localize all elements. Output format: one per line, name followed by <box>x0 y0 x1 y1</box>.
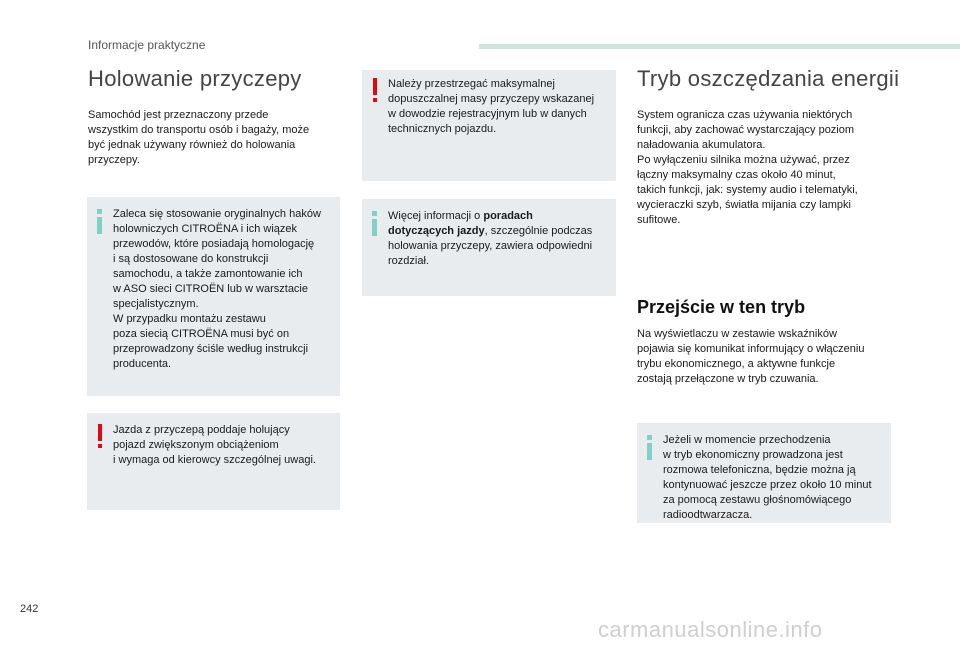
driving-advice-link: poradach dotyczących jazdy <box>388 210 533 237</box>
towing-title: Holowanie przyczepy <box>88 66 302 91</box>
phone-call-info-text: Jeżeli w momencie przechodzenia w tryb ekonomiczny prowadzona jest rozmowa telefoniczna, będzie można ją kontynuować jeszcze przez około 10 minut za pomocą zestawu głośnomówiącego radioodtwarzacza. <box>663 434 872 521</box>
page-number: 242 <box>20 603 39 615</box>
driving-info-box <box>362 199 616 296</box>
towing-intro: Samochód jest przeznaczony przede wszystkim do transportu osób i bagaży, może być jednak używany również do holowania przyczepy. <box>88 109 310 166</box>
header-bar <box>479 44 960 49</box>
info-icon <box>371 211 379 236</box>
warning-icon <box>95 424 105 450</box>
watermark: carmanualsonline.info <box>598 617 823 642</box>
driving-info-text <box>388 209 610 269</box>
towing-info-box <box>87 197 340 396</box>
driving-info-pre: Więcej informacji o <box>388 210 484 222</box>
towing-warning-box <box>87 413 340 510</box>
mode-switch-subtitle: Przejście w ten tryb <box>637 297 806 317</box>
phone-call-info-box <box>637 423 891 523</box>
driving-info-post: , szczególnie podczas holowania przyczepy, zawiera odpowiedni rozdział. <box>388 225 593 267</box>
mass-warning-text: Należy przestrzegać maksymalnej dopuszczalnej masy przyczepy wskazanej w dowodzie rejestracyjnym lub w danych technicznych pojazdu. <box>388 78 595 135</box>
towing-warning-text: Jazda z przyczepą poddaje holujący pojazd zwiększonym obciążeniom i wymaga od kierowcy szczególnej uwagi. <box>113 424 316 466</box>
section-header: Informacje praktyczne <box>88 38 206 52</box>
mode-switch-text: Na wyświetlaczu w zestawie wskaźników pojawia się komunikat informujący o włączeniu trybu ekonomicznego, a aktywne funkcje zostają przełączone w tryb czuwania. <box>637 328 865 385</box>
info-icon <box>96 209 104 234</box>
energy-saving-intro: System ogranicza czas używania niektórych funkcji, aby zachować wystarczający poziom naładowania akumulatora. Po wyłączeniu silnika można używać, przez łączny maksymalny czas około 40 minut, takich funkcji, jak: systemy audio i telematyki, wycieraczki szyb, światła mijania czy lampki sufitowe. <box>637 109 858 226</box>
energy-saving-title: Tryb oszczędzania energii <box>637 66 900 91</box>
towing-info-text: Zaleca się stosowanie oryginalnych haków holowniczych CITROËNA i ich wiązek przewodów, które posiadają homologację i są dostosowane do konstrukcji samochodu, a także zamontowanie ich w ASO sieci CITROËN lub w warsztacie specjalistycznym. W przypadku montażu zestawu poza siecią CITROËNA musi być on przeprowadzony ściśle według instrukcji producenta. <box>113 208 321 370</box>
mass-warning-box <box>362 70 616 181</box>
info-icon <box>646 435 654 460</box>
warning-icon <box>370 78 380 104</box>
